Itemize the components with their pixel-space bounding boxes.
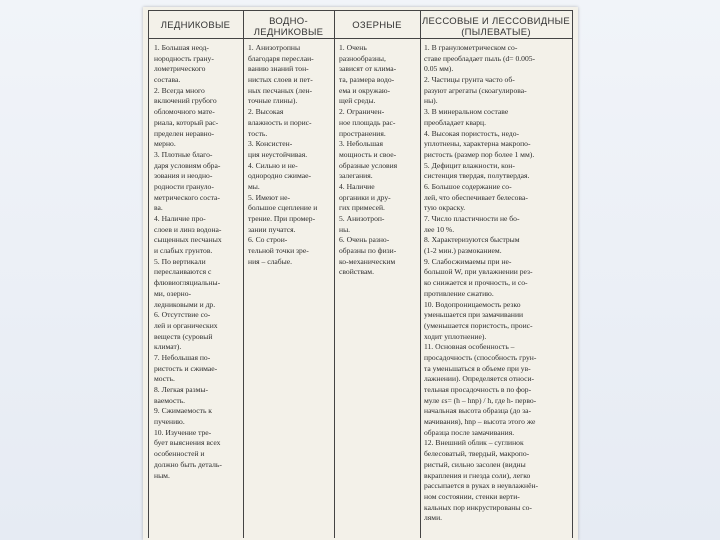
- text-line: влажность и порис-: [248, 117, 312, 127]
- text-line: 8. Легкая размы-: [154, 385, 209, 394]
- text-line: однородно сжимае-: [248, 171, 312, 181]
- text-line: 4. Наличие про-: [154, 214, 206, 223]
- column-border: [148, 10, 149, 538]
- column-lacustrine: [339, 43, 397, 278]
- text-line: 3. Плотные благо-: [154, 149, 213, 159]
- header-fluvioglacial-line2: ЛЕДНИКОВЫЕ: [253, 27, 324, 38]
- text-line: лей и органических: [154, 320, 218, 330]
- text-line: метрического соста-: [154, 192, 220, 202]
- text-line: 5. По вертикали: [154, 256, 206, 266]
- text-line: тость.: [248, 128, 268, 138]
- text-line: ны).: [424, 96, 438, 106]
- text-line: 12. Внешний облик – суглинок: [424, 438, 524, 448]
- text-line: рассыпается в руках в неувлажнён-: [424, 481, 539, 491]
- text-line: нородность грану-: [154, 53, 214, 63]
- text-line: благодаря переслаи-: [248, 53, 314, 63]
- text-line: образные условия: [339, 160, 398, 170]
- text-line: 9. Слабосжимаемы при не-: [424, 256, 512, 266]
- text-line: 2. Высокая: [248, 107, 284, 117]
- text-line: ко-механическим: [339, 256, 396, 266]
- text-line: 6. Отсутствие со-: [154, 310, 211, 320]
- text-line: 3. Небольшая: [339, 139, 383, 149]
- text-line: большой W, при увлажнении рез-: [424, 267, 533, 277]
- text-line: 6. Очень разно-: [339, 235, 390, 245]
- text-line: 2. Частицы грунта часто об-: [424, 75, 515, 85]
- text-line: 0.05 мм).: [424, 64, 454, 74]
- text-line: мерно.: [154, 139, 176, 149]
- text-line: ко снижается и прочность, и со-: [424, 278, 528, 288]
- text-line: 4. Сильно и не-: [248, 160, 298, 170]
- text-line: кальных пор инкрустированы со-: [424, 502, 532, 512]
- text-line: мачивания), hnp – высота этого же: [424, 417, 536, 427]
- column-border: [572, 10, 573, 538]
- text-line: ристость (размер пор более 1 мм).: [424, 149, 535, 159]
- text-line: бует выяснения всех: [154, 438, 221, 448]
- text-line: особенностей и: [154, 449, 205, 459]
- text-line: обломочного мате-: [154, 107, 215, 117]
- text-line: ное площадь рас-: [339, 117, 396, 127]
- scanned-document: [143, 7, 578, 540]
- text-line: начальная высота образца (до за-: [424, 406, 532, 416]
- text-line: климат).: [154, 342, 182, 352]
- header-glacial: ЛЕДНИКОВЫЕ: [160, 20, 231, 31]
- column-border: [334, 10, 335, 538]
- text-line: ния – слабые.: [248, 256, 292, 266]
- text-line: свойствам.: [339, 267, 375, 277]
- text-line: 1. Анизотропны: [248, 43, 301, 52]
- text-line: 9. Сжимаемость к: [154, 406, 212, 416]
- text-line: флювиогляциальны-: [154, 278, 221, 288]
- text-line: ва.: [154, 203, 163, 213]
- text-line: (1-2 мин.) размоканием.: [424, 246, 502, 256]
- text-line: ристый, сильно засолен (видны: [424, 459, 526, 469]
- text-line: точные глины).: [248, 96, 298, 106]
- text-line: мость.: [154, 374, 175, 384]
- text-line: ставе преобладает пыль (d= 0.005-: [424, 53, 536, 63]
- text-line: пространения.: [339, 128, 386, 138]
- text-line: зависят от клима-: [339, 64, 397, 74]
- column-loess: [424, 43, 538, 524]
- text-line: тельная просадочность в по фор-: [424, 385, 532, 394]
- text-line: сыщенных песчаных: [154, 235, 222, 245]
- text-line: лее 10 %.: [424, 224, 455, 234]
- text-line: состава.: [154, 75, 181, 85]
- text-line: гих примесей.: [339, 203, 385, 213]
- text-line: лей, что обеспечивает белесова-: [424, 192, 528, 202]
- text-line: 5. Анизотроп-: [339, 214, 385, 223]
- text-line: та уменьшаться в объеме при ув-: [424, 363, 531, 373]
- header-fluvioglacial-line1: ВОДНО-: [269, 16, 308, 27]
- text-line: уплотнены, характерна макропо-: [424, 139, 531, 149]
- text-line: зании пучатся.: [248, 224, 296, 234]
- header-fluvioglacial: [243, 16, 334, 38]
- text-line: ристость и сжимае-: [154, 363, 218, 373]
- text-line: 1. В гранулометрическом со-: [424, 43, 518, 52]
- text-line: пределен неравно-: [154, 128, 215, 138]
- text-line: 3. В минеральном составе: [424, 107, 509, 117]
- text-line: переслаиваются с: [154, 267, 212, 277]
- column-fluvioglacial: [248, 43, 317, 267]
- text-line: 10. Водопроницаемость резко: [424, 299, 521, 309]
- text-line: та, размера водо-: [339, 75, 395, 85]
- text-line: мощность и свое-: [339, 149, 397, 159]
- text-line: ваемость.: [154, 395, 186, 405]
- header-loess: [420, 16, 572, 38]
- text-line: трение. При промер-: [248, 214, 316, 223]
- text-line: ми, озерно-: [154, 288, 192, 298]
- text-line: ция неустойчивая.: [248, 149, 308, 159]
- text-line: 7. Небольшая по-: [154, 352, 211, 362]
- text-line: 7. Число пластичности не бо-: [424, 214, 520, 223]
- text-line: ема и окружаю-: [339, 85, 391, 95]
- column-border: [243, 10, 244, 538]
- table-top-border: [148, 10, 573, 11]
- soil-types-table: [148, 10, 573, 538]
- text-line: 10. Изучение тре-: [154, 427, 212, 437]
- text-line: нистых слоев и пет-: [248, 75, 313, 85]
- text-line: пучению.: [154, 417, 185, 427]
- text-line: образца после замачивания.: [424, 427, 515, 437]
- text-line: 1. Большая неод-: [154, 43, 209, 52]
- text-line: зования и неодно-: [154, 171, 213, 181]
- text-line: лями.: [424, 513, 443, 523]
- text-line: разуют агрегаты (скоагулирова-: [424, 85, 527, 95]
- text-line: 6. Большое содержание со-: [424, 181, 512, 191]
- text-line: органики и дру-: [339, 192, 391, 202]
- text-line: образны по физи-: [339, 246, 397, 256]
- text-line: ном состоянии, стенки верти-: [424, 491, 520, 501]
- text-line: 11. Основная особенность –: [424, 342, 515, 352]
- column-glacial: [154, 43, 222, 481]
- text-line: 8. Характеризуются быстрым: [424, 235, 520, 245]
- text-line: залегания.: [339, 171, 373, 181]
- text-line: ным.: [154, 470, 170, 480]
- header-lacustrine: ОЗЕРНЫЕ: [352, 20, 402, 31]
- text-line: 5. Дефицит влажности, кон-: [424, 160, 515, 170]
- text-line: уменьшается при замачивании: [424, 310, 524, 320]
- text-line: риала, который рас-: [154, 117, 219, 127]
- text-line: веществ (суровый: [154, 331, 213, 341]
- column-border: [420, 10, 421, 538]
- header-loess-line1: ЛЕССОВЫЕ И ЛЕССОВИДНЫЕ: [422, 16, 570, 27]
- text-line: ны.: [339, 224, 351, 234]
- text-line: тую окраску.: [424, 203, 466, 213]
- header-loess-line2: (ПЫЛЕВАТЫЕ): [461, 27, 531, 38]
- text-line: включений грубого: [154, 96, 217, 106]
- text-line: 2. Всегда много: [154, 85, 205, 95]
- text-line: 4. Высокая пористость, недо-: [424, 128, 520, 138]
- text-line: и слабых грунтов.: [154, 246, 213, 256]
- text-line: противление сжатию.: [424, 288, 494, 298]
- text-line: ходит уплотнение).: [424, 331, 487, 341]
- text-line: тельной точки зре-: [248, 246, 309, 256]
- text-line: ванию знаний тон-: [248, 64, 309, 74]
- text-line: 1. Очень: [339, 43, 367, 52]
- text-line: 5. Имеют не-: [248, 192, 291, 202]
- text-line: 6. Со строи-: [248, 235, 288, 245]
- text-line: муле εs= (h – hnp) / h, где h- перво-: [424, 395, 537, 405]
- text-line: большое сцепление и: [248, 203, 318, 213]
- text-line: 3. Консистен-: [248, 139, 293, 149]
- text-line: белесоватый, твердый, макропо-: [424, 449, 530, 459]
- text-line: мы.: [248, 181, 260, 191]
- text-line: просадочность (способность грун-: [424, 352, 537, 362]
- text-line: вкрапления и гнезда соли), легко: [424, 470, 531, 480]
- text-line: 4. Наличие: [339, 181, 375, 191]
- text-line: щей среды.: [339, 96, 376, 106]
- text-line: разнообразны,: [339, 53, 386, 63]
- text-line: лометрического: [154, 64, 206, 74]
- header-separator: [148, 38, 573, 39]
- text-line: даря условиям обра-: [154, 160, 221, 170]
- text-line: должно быть деталь-: [154, 459, 222, 469]
- text-line: преобладает кварц.: [424, 117, 486, 127]
- text-line: слоев и линз водона-: [154, 224, 222, 234]
- text-line: систенция твердая, полутвердая.: [424, 171, 530, 181]
- text-line: (уменьшается пористость, проис-: [424, 320, 533, 330]
- text-line: родности грануло-: [154, 181, 214, 191]
- text-line: 2. Ограничен-: [339, 107, 385, 117]
- text-line: ных песчаных (лен-: [248, 85, 313, 95]
- text-line: лажнении). Определяется относи-: [424, 374, 535, 384]
- text-line: ледниковыми и др.: [154, 299, 216, 309]
